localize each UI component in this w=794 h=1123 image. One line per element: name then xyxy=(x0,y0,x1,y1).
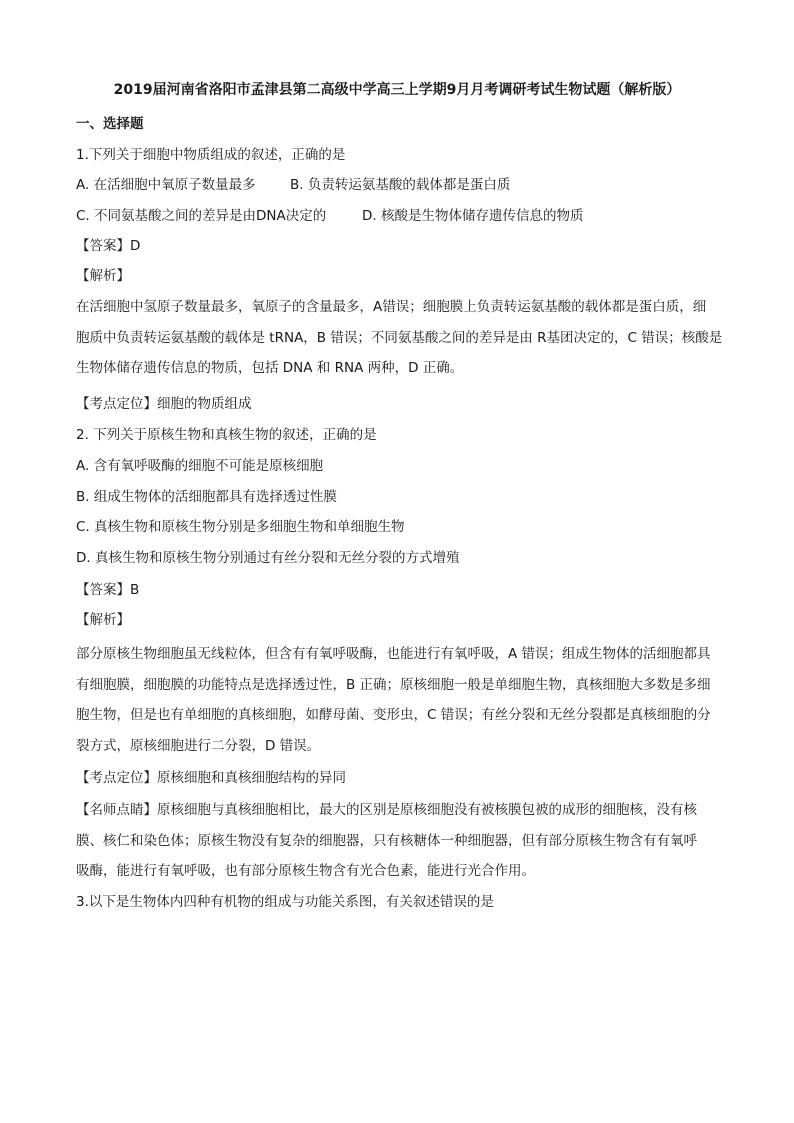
document-title: 2019届河南省洛阳市孟津县第二高级中学高三上学期9月月考调研考试生物试题（解析版） xyxy=(113,82,681,98)
tip-line: 膜、核仁和染色体；原核生物没有复杂的细胞器，只有核糖体一种细胞器，但有部分原核生物含有有氧呼 xyxy=(76,832,697,849)
question-2-option-d: D. 真核生物和原核生物分别通过有丝分裂和无丝分裂的方式增殖 xyxy=(76,550,460,566)
question-2-option-b: B. 组成生物体的活细胞都具有选择透过性膜 xyxy=(76,489,337,505)
analysis-line: 裂方式，原核细胞进行二分裂，D 错误。 xyxy=(76,737,321,754)
question-1-point: 【考点定位】细胞的物质组成 xyxy=(76,396,252,412)
question-1-answer: 【答案】D xyxy=(76,238,141,254)
question-2-option-c: C. 真核生物和原核生物分别是多细胞生物和单细胞生物 xyxy=(76,519,405,535)
question-2-option-a: A. 含有氧呼吸酶的细胞不可能是原核细胞 xyxy=(76,458,324,474)
question-1-analysis xyxy=(76,292,726,384)
analysis-line: 有细胞膜，细胞膜的功能特点是选择透过性，B 正确；原核细胞一般是单细胞生物，真核细胞大多数是多细 xyxy=(76,676,711,693)
question-3-stem: 3.以下是生物体内四种有机物的组成与功能关系图，有关叙述错误的是 xyxy=(76,894,494,910)
section-heading: 一、选择题 xyxy=(76,116,144,132)
question-2-analysis xyxy=(76,639,726,761)
question-1-stem: 1.下列关于细胞中物质组成的叙述，正确的是 xyxy=(76,147,346,163)
question-2-tip xyxy=(76,795,726,887)
question-1-option-a: A. 在活细胞中氧原子数量最多 xyxy=(76,177,256,193)
question-2-stem: 2. 下列关于原核生物和真核生物的叙述，正确的是 xyxy=(76,427,377,443)
question-1-option-b: B. 负责转运氨基酸的载体都是蛋白质 xyxy=(290,177,511,193)
question-1-option-c: C. 不同氨基酸之间的差异是由DNA决定的 xyxy=(76,208,327,224)
question-1-analysis-label: 【解析】 xyxy=(76,268,130,284)
tip-line: 【名师点睛】原核细胞与真核细胞相比，最大的区别是原核细胞没有被核膜包被的成形的细胞核，没有核 xyxy=(76,802,697,818)
tip-line: 吸酶，能进行有氧呼吸，也有部分原核生物含有光合色素，能进行光合作用。 xyxy=(76,863,535,879)
question-1-option-d: D. 核酸是生物体储存遗传信息的物质 xyxy=(362,208,584,224)
question-2-point: 【考点定位】原核细胞和真核细胞结构的异同 xyxy=(76,770,346,786)
analysis-line: 胞质中负责转运氨基酸的载体是 tRNA，B 错误；不同氨基酸之间的差异是由 R基团决定的，C 错误；核酸是 xyxy=(76,329,723,346)
analysis-line: 生物体储存遗传信息的物质，包括 DNA 和 RNA 两种，D 正确。 xyxy=(76,360,464,376)
analysis-line: 部分原核生物细胞虽无线粒体，但含有有氧呼吸酶，也能进行有氧呼吸，A 错误；组成生物体的活细胞都具 xyxy=(76,646,711,662)
question-2-analysis-label: 【解析】 xyxy=(76,612,130,628)
question-2-answer: 【答案】B xyxy=(76,582,140,598)
analysis-line: 在活细胞中氢原子数量最多，氧原子的含量最多，A错误；细胞膜上负责转运氨基酸的载体都是蛋白质，细 xyxy=(76,299,707,315)
analysis-line: 胞生物，但是也有单细胞的真核细胞，如酵母菌、变形虫，C 错误；有丝分裂和无丝分裂都是真核细胞的分 xyxy=(76,707,711,723)
